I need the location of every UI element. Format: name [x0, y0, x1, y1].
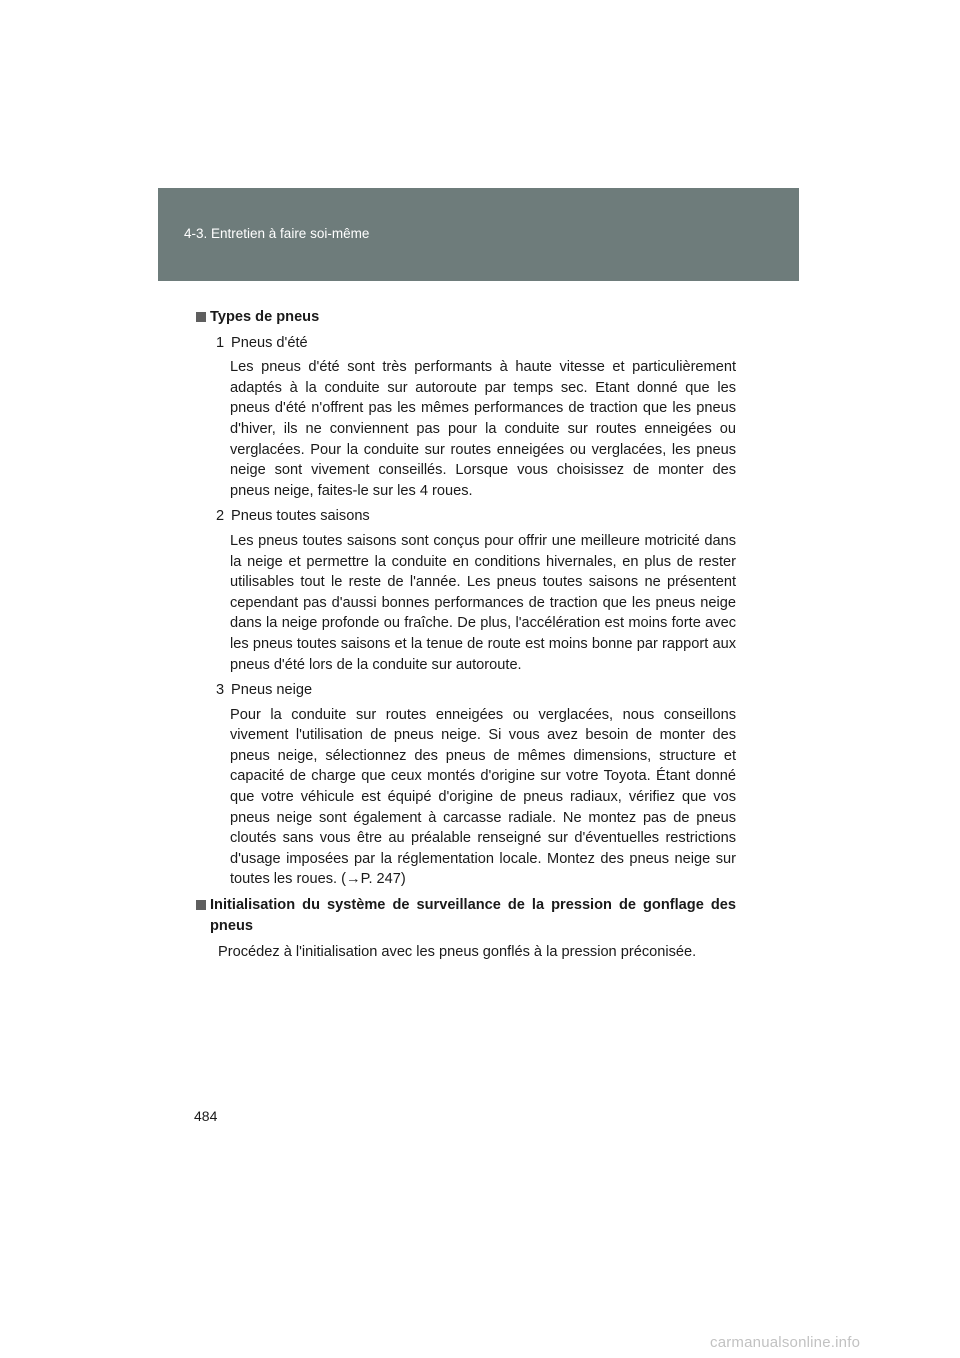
item-title [216, 506, 736, 527]
item-body: Pour la conduite sur routes enneigées ou verglacées, nous conseillons vivement l'utilisation de pneus neige. Si vous avez besoin de monter des pneus neige, sélectionnez des pneus de mêmes dimensions, structure et capacité de charge que ceux montés d'origine sur votre Toyota. Étant donné que votre véhicule est équipé d'origine de pneus radiaux, vérifiez que vos pneus neige sont également à carcasse radiale. Ne montez pas de pneus cloutés sans vous être au préalable renseigné sur d'éventuelles restrictions d'usage imposées par la réglementation locale. Montez des pneus neige sur toutes les roues. (→P. 247) [230, 706, 736, 888]
item-title [216, 333, 736, 354]
section-body: Procédez à l'initialisation avec les pneus gonflés à la pression préconisée. [218, 944, 697, 961]
item-title-text: Pneus toutes saisons [231, 508, 370, 525]
section-heading-text: Types de pneus [210, 309, 320, 325]
item-title [216, 680, 736, 701]
section-tpms-initialization [196, 895, 736, 963]
tire-type-item-2 [196, 506, 736, 675]
item-number: 2 [216, 508, 225, 525]
item-body: Les pneus d'été sont très performants à haute vitesse et particulièrement adaptés à la conduite sur autoroute par temps sec. Etant donné que les pneus d'été n'offrent pas les mêmes performances de traction que les pneus d'hiver, ils ne conviennent pas pour la conduite sur routes enneigées ou verglacées. Pour la conduite sur routes enneigées ou verglacées, les pneus neige sont vivement conseillés. Lorsque vous choisissez de monter des pneus neige, faites-le sur les 4 roues. [230, 359, 736, 499]
item-number: 1 [216, 334, 225, 351]
watermark: carmanualsonline.info [710, 1334, 861, 1351]
item-title-text: Pneus d'été [231, 334, 308, 351]
tire-type-item-3 [196, 680, 736, 890]
item-title-text: Pneus neige [231, 682, 313, 699]
tire-type-item-1 [196, 333, 736, 502]
chapter-title: 4-3. Entretien à faire soi-même [184, 226, 370, 241]
page-number: 484 [194, 1108, 218, 1124]
page-content [196, 307, 736, 963]
section-heading-tpms [196, 895, 736, 936]
square-bullet-icon [196, 312, 206, 322]
section-heading-text: Initialisation du système de surveillance de la pression de gonflage des pneus [210, 897, 736, 934]
square-bullet-icon [196, 900, 206, 910]
chapter-header-band [158, 188, 799, 281]
item-number: 3 [216, 682, 225, 699]
section-heading-tire-types [196, 307, 736, 328]
item-body: Les pneus toutes saisons sont conçus pour offrir une meilleure motricité dans la neige et permettre la conduite en conditions hivernales, en plus de rester utilisables tout le reste de l'année. Les pneus toutes saisons ne présentent cependant pas d'aussi bonnes performances de traction que les pneus neige dans la neige profonde ou fraîche. De plus, l'accélération est moins forte avec les pneus toutes saisons et la tenue de route est moins bonne par rapport aux pneus d'été lors de la conduite sur autoroute. [230, 532, 736, 673]
